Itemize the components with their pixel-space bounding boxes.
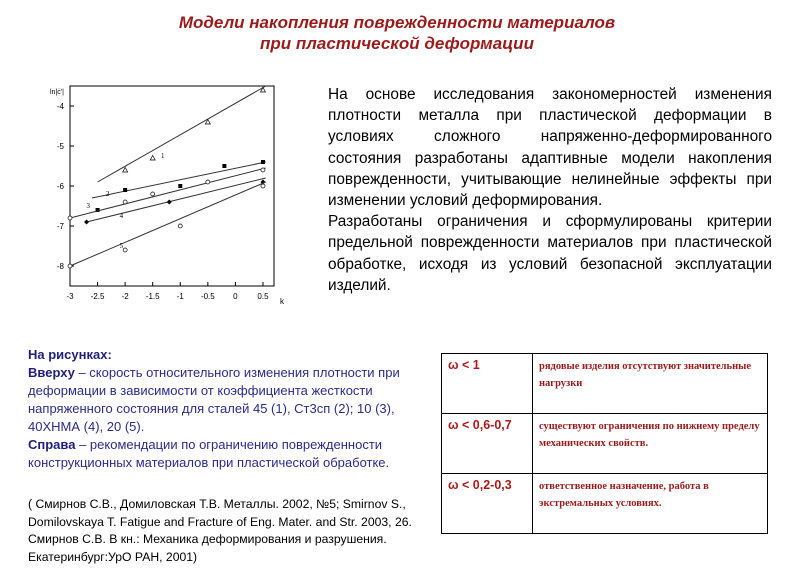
x-tick-label: -1 <box>176 292 184 301</box>
x-tick-label: -3 <box>66 292 74 301</box>
x-tick-label: 0 <box>233 292 238 301</box>
data-point <box>123 188 127 192</box>
x-tick-label: -2.5 <box>90 292 105 301</box>
data-point <box>206 180 210 184</box>
data-point <box>151 192 155 196</box>
y-axis-label: ln|ċ'| <box>50 89 64 96</box>
y-tick-label: -8 <box>56 262 64 271</box>
data-point <box>123 200 127 204</box>
intro-paragraph-1: На основе исследования закономерностей изменения плотности металла при пластической деформации в условиях сложного напряженно-деформированного состояния разработаны адаптивные модели накопления поврежденности, учитывающие нелинейные эффекты при изменении условий деформирования. <box>328 86 772 210</box>
notes-heading: На рисунках: <box>28 347 112 362</box>
criteria-description: ответственное назначение, работа в экстремальных условиях. <box>533 474 768 534</box>
data-point <box>150 156 155 161</box>
slide-title <box>0 12 794 54</box>
data-point <box>261 160 265 164</box>
intro-paragraph-2: Разработаны ограничения и сформулированы критерии предельной поврежденности материалов при пластической обработке, исходя из условий безопасной эксплуатации изделий. <box>328 213 772 294</box>
criteria-description: рядовые изделия отсутствуют значительные нагрузки <box>533 354 768 414</box>
notes-right-label: Справа <box>28 437 76 452</box>
title-line-2: при пластической деформации <box>260 34 534 53</box>
figure-notes <box>28 346 408 472</box>
series-label: 2 <box>105 190 110 198</box>
series-label: 4 <box>119 212 124 220</box>
data-point <box>222 164 226 168</box>
chart-svg <box>34 74 296 328</box>
table-row <box>442 414 768 474</box>
x-tick-label: -2 <box>121 292 129 301</box>
notes-top <box>28 364 408 436</box>
data-point <box>261 184 265 188</box>
series-label: 3 <box>86 202 91 210</box>
data-point <box>178 184 182 188</box>
data-point <box>261 168 265 172</box>
intro-text <box>328 84 772 296</box>
omega-limit: ω < 0,2-0,3 <box>442 474 533 534</box>
damage-criteria-table <box>441 353 768 534</box>
plot-frame <box>70 86 274 286</box>
references: ( Смирнов С.В., Домиловская Т.В. Металлы. 2002, №5; Smirnov S., Domilovskaya T. Fatigue and Fracture of Eng. Mater. and Str. 2003, 26. Смирнов С.В. В кн.: Механика деформирования и разрушения. Екатеринбург:УрО РАН, 2001) <box>28 497 412 564</box>
omega-limit: ω < 0,6-0,7 <box>442 414 533 474</box>
x-tick-label: -0.5 <box>200 292 215 301</box>
notes-top-text: – скорость относительного изменения плотности при деформации в зависимости от коэффициента жесткости напряженного состояния для сталей 45 (1), Ст3сп (2); 10 (3), 40ХНМА (4), 20 (5). <box>28 365 400 434</box>
table-row <box>442 354 768 414</box>
data-point <box>123 248 127 252</box>
data-point <box>68 264 72 268</box>
x-tick-label: -1.5 <box>145 292 160 301</box>
x-axis-label: k <box>280 297 284 306</box>
series-line <box>70 182 266 266</box>
y-tick-label: -7 <box>56 222 64 231</box>
series-line <box>87 178 266 222</box>
series-label: 1 <box>160 152 165 160</box>
series-line <box>92 162 266 198</box>
omega-limit: ω < 1 <box>442 354 533 414</box>
criteria-description: существуют ограничения по нижнему пределу механических свойств. <box>533 414 768 474</box>
density-rate-chart <box>34 74 296 328</box>
x-tick-label: 0.5 <box>257 292 269 301</box>
data-point <box>84 220 89 225</box>
notes-right <box>28 436 408 472</box>
notes-top-label: Вверху <box>28 365 75 380</box>
data-point <box>123 168 128 173</box>
data-point <box>178 224 182 228</box>
data-point <box>68 216 72 220</box>
y-tick-label: -5 <box>56 142 64 151</box>
data-point <box>167 200 172 205</box>
series-line <box>70 168 266 218</box>
notes-right-text: – рекомендации по ограничению поврежденности конструкционных материалов при пластической обработке. <box>28 437 390 470</box>
y-tick-label: -4 <box>56 102 64 111</box>
y-tick-label: -6 <box>56 182 64 191</box>
title-line-1: Модели накопления поврежденности материалов <box>178 13 616 32</box>
table-row <box>442 474 768 534</box>
series-label: 5 <box>119 242 124 250</box>
